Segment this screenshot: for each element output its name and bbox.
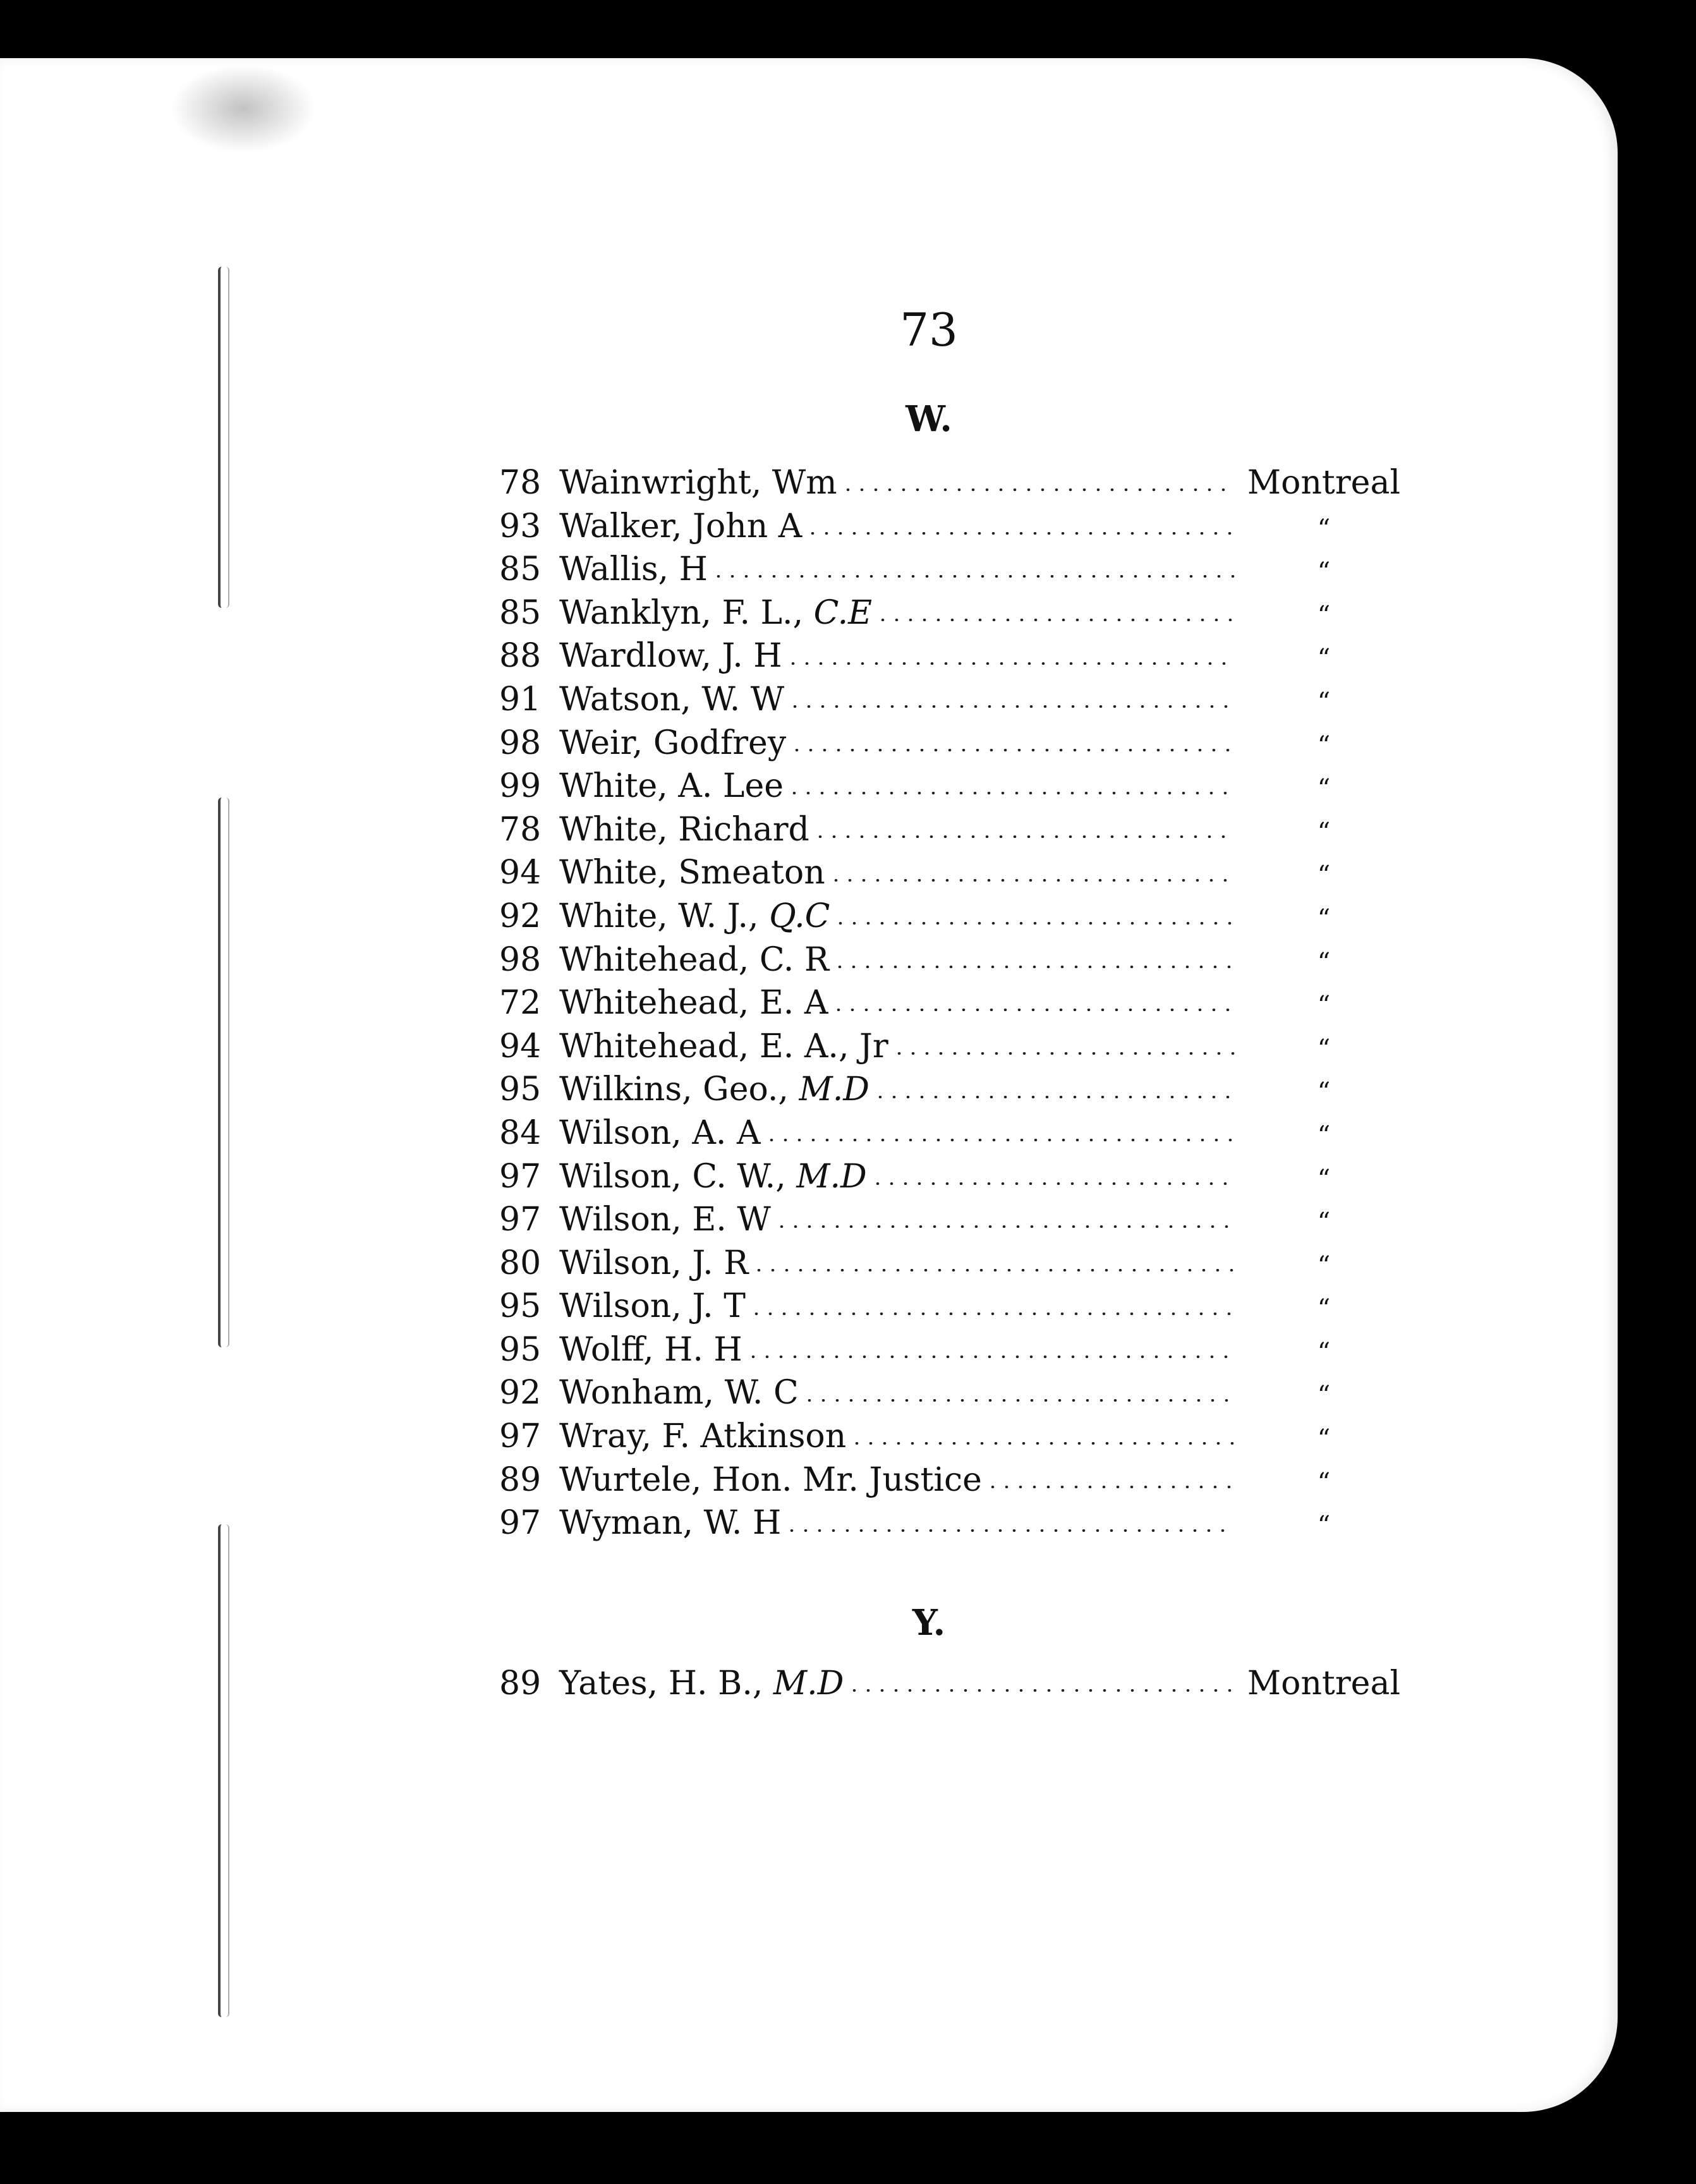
entry-name: Yates, H. B., — [559, 1665, 773, 1702]
dot-leader — [841, 488, 1235, 491]
list-item — [499, 505, 1409, 549]
entry-name-group — [559, 461, 837, 505]
entry-place: “ — [1317, 817, 1331, 847]
entry-name-group — [559, 1155, 867, 1199]
entry-name: Wallis, H — [559, 550, 708, 589]
entry-year: 94 — [499, 854, 542, 892]
entry-name: Wainwright, Wm — [559, 464, 837, 502]
entry-year: 88 — [499, 637, 542, 676]
entry-title: M.D — [796, 1157, 867, 1196]
entry-name-group — [559, 938, 829, 982]
list-item — [499, 1285, 1409, 1328]
list-item — [499, 1328, 1409, 1372]
list-item — [499, 1155, 1409, 1199]
list-item — [499, 1242, 1409, 1285]
entry-name-group — [559, 1068, 869, 1112]
list-item — [499, 548, 1409, 592]
binding-stitch — [218, 267, 229, 608]
entry-name: Wonham, W. C — [559, 1374, 799, 1412]
page-number: 73 — [900, 303, 958, 356]
dot-leader — [847, 1689, 1235, 1692]
list-item — [499, 1025, 1409, 1069]
entry-name-group — [559, 1371, 799, 1415]
list-item — [499, 895, 1409, 938]
entry-place: “ — [1317, 644, 1331, 674]
entry-place: “ — [1317, 947, 1331, 977]
entry-year: 97 — [499, 1417, 542, 1456]
entry-name: Walker, John A — [559, 507, 803, 545]
entry-year: 92 — [499, 897, 542, 935]
entry-name-group — [559, 1459, 982, 1502]
list-item — [499, 1459, 1409, 1502]
entry-year: 94 — [499, 1027, 542, 1065]
entry-place: Montreal — [1247, 464, 1401, 502]
entry-place: “ — [1317, 1077, 1331, 1107]
entry-place: “ — [1317, 1034, 1331, 1064]
list-item — [499, 981, 1409, 1025]
dot-leader — [752, 1269, 1235, 1271]
entry-name: Whitehead, E. A., Jr — [559, 1027, 888, 1065]
entry-year: 95 — [499, 1330, 542, 1369]
entry-place: “ — [1317, 1120, 1331, 1150]
entry-year: 80 — [499, 1244, 542, 1282]
entry-name: Wilson, A. A — [559, 1113, 761, 1152]
dot-leader — [876, 619, 1235, 621]
entry-year: 97 — [499, 1201, 542, 1239]
entry-place: “ — [1317, 557, 1331, 587]
entry-name: Wilson, C. W., — [559, 1157, 797, 1196]
entry-name: White, A. Lee — [559, 767, 784, 806]
entry-name: Wolff, H. H — [559, 1330, 742, 1369]
binding-stitch — [218, 1524, 229, 2017]
dot-leader — [775, 1225, 1235, 1228]
entry-name: Watson, W. W — [559, 680, 785, 719]
entry-place: “ — [1317, 1511, 1331, 1541]
entry-year: 78 — [499, 810, 542, 849]
dot-leader — [712, 575, 1235, 578]
entry-place: “ — [1317, 774, 1331, 804]
entry-name-group — [559, 548, 708, 592]
entry-name-group — [559, 1415, 846, 1459]
entry-place: “ — [1317, 904, 1331, 933]
entry-name-group — [559, 895, 830, 938]
list-item — [499, 678, 1409, 722]
entry-year: 85 — [499, 593, 542, 632]
entry-year: 84 — [499, 1113, 542, 1152]
entry-title: Q.C — [769, 897, 830, 935]
dot-leader — [892, 1052, 1235, 1055]
entry-year: 97 — [499, 1157, 542, 1196]
entry-place: “ — [1317, 514, 1331, 543]
list-item — [499, 808, 1409, 852]
entry-name-group — [559, 1662, 844, 1706]
entry-year: 72 — [499, 984, 542, 1022]
list-item — [499, 1112, 1409, 1155]
list-item — [499, 938, 1409, 982]
entry-name-group — [559, 808, 809, 852]
entry-name: White, Smeaton — [559, 854, 825, 892]
entry-name: Whitehead, C. R — [559, 940, 829, 979]
entry-name-group — [559, 1502, 781, 1545]
dot-leader — [786, 662, 1235, 665]
entry-year: 99 — [499, 767, 542, 806]
entry-title: M.D — [799, 1071, 869, 1109]
dot-leader — [850, 1442, 1235, 1445]
entry-name: Wray, F. Atkinson — [559, 1417, 847, 1456]
entry-name: White, Richard — [559, 810, 809, 849]
entry-name-group — [559, 722, 786, 765]
entry-name: Wyman, W. H — [559, 1504, 782, 1543]
entry-place: “ — [1317, 991, 1331, 1021]
dot-leader — [787, 792, 1235, 794]
dot-leader — [803, 1399, 1235, 1402]
entry-name: Wilson, J. T — [559, 1287, 746, 1326]
entry-year: 95 — [499, 1071, 542, 1109]
section-heading-y: Y. — [912, 1602, 946, 1644]
list-item — [499, 461, 1409, 505]
entry-name-group — [559, 1328, 742, 1372]
list-item — [499, 722, 1409, 765]
entry-name-group — [559, 851, 825, 895]
dot-leader — [829, 879, 1235, 882]
entry-title: C.E — [813, 593, 873, 632]
entry-place: “ — [1317, 1337, 1331, 1367]
entry-place: “ — [1317, 861, 1331, 890]
entry-name-group — [559, 765, 784, 808]
entry-name-group — [559, 1198, 771, 1242]
section-heading-w: W. — [906, 398, 952, 440]
entry-year: 89 — [499, 1460, 542, 1499]
entry-name: Wilkins, Geo., — [559, 1071, 799, 1109]
member-list-w — [499, 461, 1409, 1545]
entry-name: Whitehead, E. A — [559, 984, 828, 1022]
entry-name-group — [559, 1285, 746, 1328]
dot-leader — [833, 922, 1235, 925]
list-item — [499, 1502, 1409, 1545]
dot-leader — [832, 1009, 1235, 1011]
dot-leader — [788, 705, 1235, 708]
list-item — [499, 1198, 1409, 1242]
entry-place: “ — [1317, 600, 1331, 630]
dot-leader — [833, 966, 1235, 968]
entry-place: Montreal — [1247, 1665, 1401, 1702]
dot-leader — [765, 1139, 1235, 1141]
list-item — [499, 634, 1409, 678]
list-item — [499, 1371, 1409, 1415]
dot-leader — [785, 1529, 1235, 1532]
list-item — [499, 851, 1409, 895]
entry-title: M.D — [773, 1665, 844, 1702]
entry-name: Wilson, E. W — [559, 1201, 771, 1239]
entry-name-group — [559, 634, 782, 678]
entry-place: “ — [1317, 1164, 1331, 1194]
entry-name-group — [559, 981, 828, 1025]
entry-name-group — [559, 1112, 761, 1155]
list-item — [499, 1415, 1409, 1459]
entry-name: White, W. J., — [559, 897, 770, 935]
entry-year: 91 — [499, 680, 542, 719]
dot-leader — [749, 1313, 1235, 1315]
page-smudge — [171, 64, 316, 153]
entry-place: “ — [1317, 1424, 1331, 1454]
dot-leader — [873, 1096, 1235, 1098]
entry-year: 95 — [499, 1287, 542, 1326]
dot-leader — [806, 532, 1235, 535]
entry-place: “ — [1317, 687, 1331, 717]
dot-leader — [813, 835, 1235, 838]
binding-stitch — [218, 798, 229, 1347]
entry-name-group — [559, 505, 802, 549]
entry-place: “ — [1317, 1381, 1331, 1410]
entry-place: “ — [1317, 1467, 1331, 1497]
entry-place: “ — [1317, 731, 1331, 760]
entry-year: 93 — [499, 507, 542, 545]
entry-name: Wardlow, J. H — [559, 637, 782, 676]
entry-place: “ — [1317, 1208, 1331, 1237]
entry-name: Wanklyn, F. L., — [559, 593, 814, 632]
entry-year: 98 — [499, 940, 542, 979]
dot-leader — [746, 1356, 1235, 1358]
entry-year: 85 — [499, 550, 542, 589]
entry-name-group — [559, 592, 872, 635]
list-item — [499, 765, 1409, 808]
member-list-y — [499, 1662, 1409, 1706]
entry-name: Wurtele, Hon. Mr. Justice — [559, 1460, 982, 1499]
entry-year: 97 — [499, 1504, 542, 1543]
entry-name: Weir, Godfrey — [559, 724, 787, 762]
dot-leader — [986, 1486, 1235, 1488]
entry-year: 78 — [499, 464, 542, 502]
entry-name-group — [559, 1242, 748, 1285]
entry-year: 89 — [499, 1665, 542, 1702]
dot-leader — [790, 749, 1235, 751]
entry-year: 98 — [499, 724, 542, 762]
dot-leader — [871, 1182, 1235, 1185]
list-item — [499, 1068, 1409, 1112]
entry-place: “ — [1317, 1251, 1331, 1280]
entry-name-group — [559, 1025, 888, 1069]
entry-name-group — [559, 678, 784, 722]
list-item — [499, 1662, 1409, 1706]
entry-year: 92 — [499, 1374, 542, 1412]
entry-name: Wilson, J. R — [559, 1244, 749, 1282]
entry-place: “ — [1317, 1294, 1331, 1324]
list-item — [499, 592, 1409, 635]
